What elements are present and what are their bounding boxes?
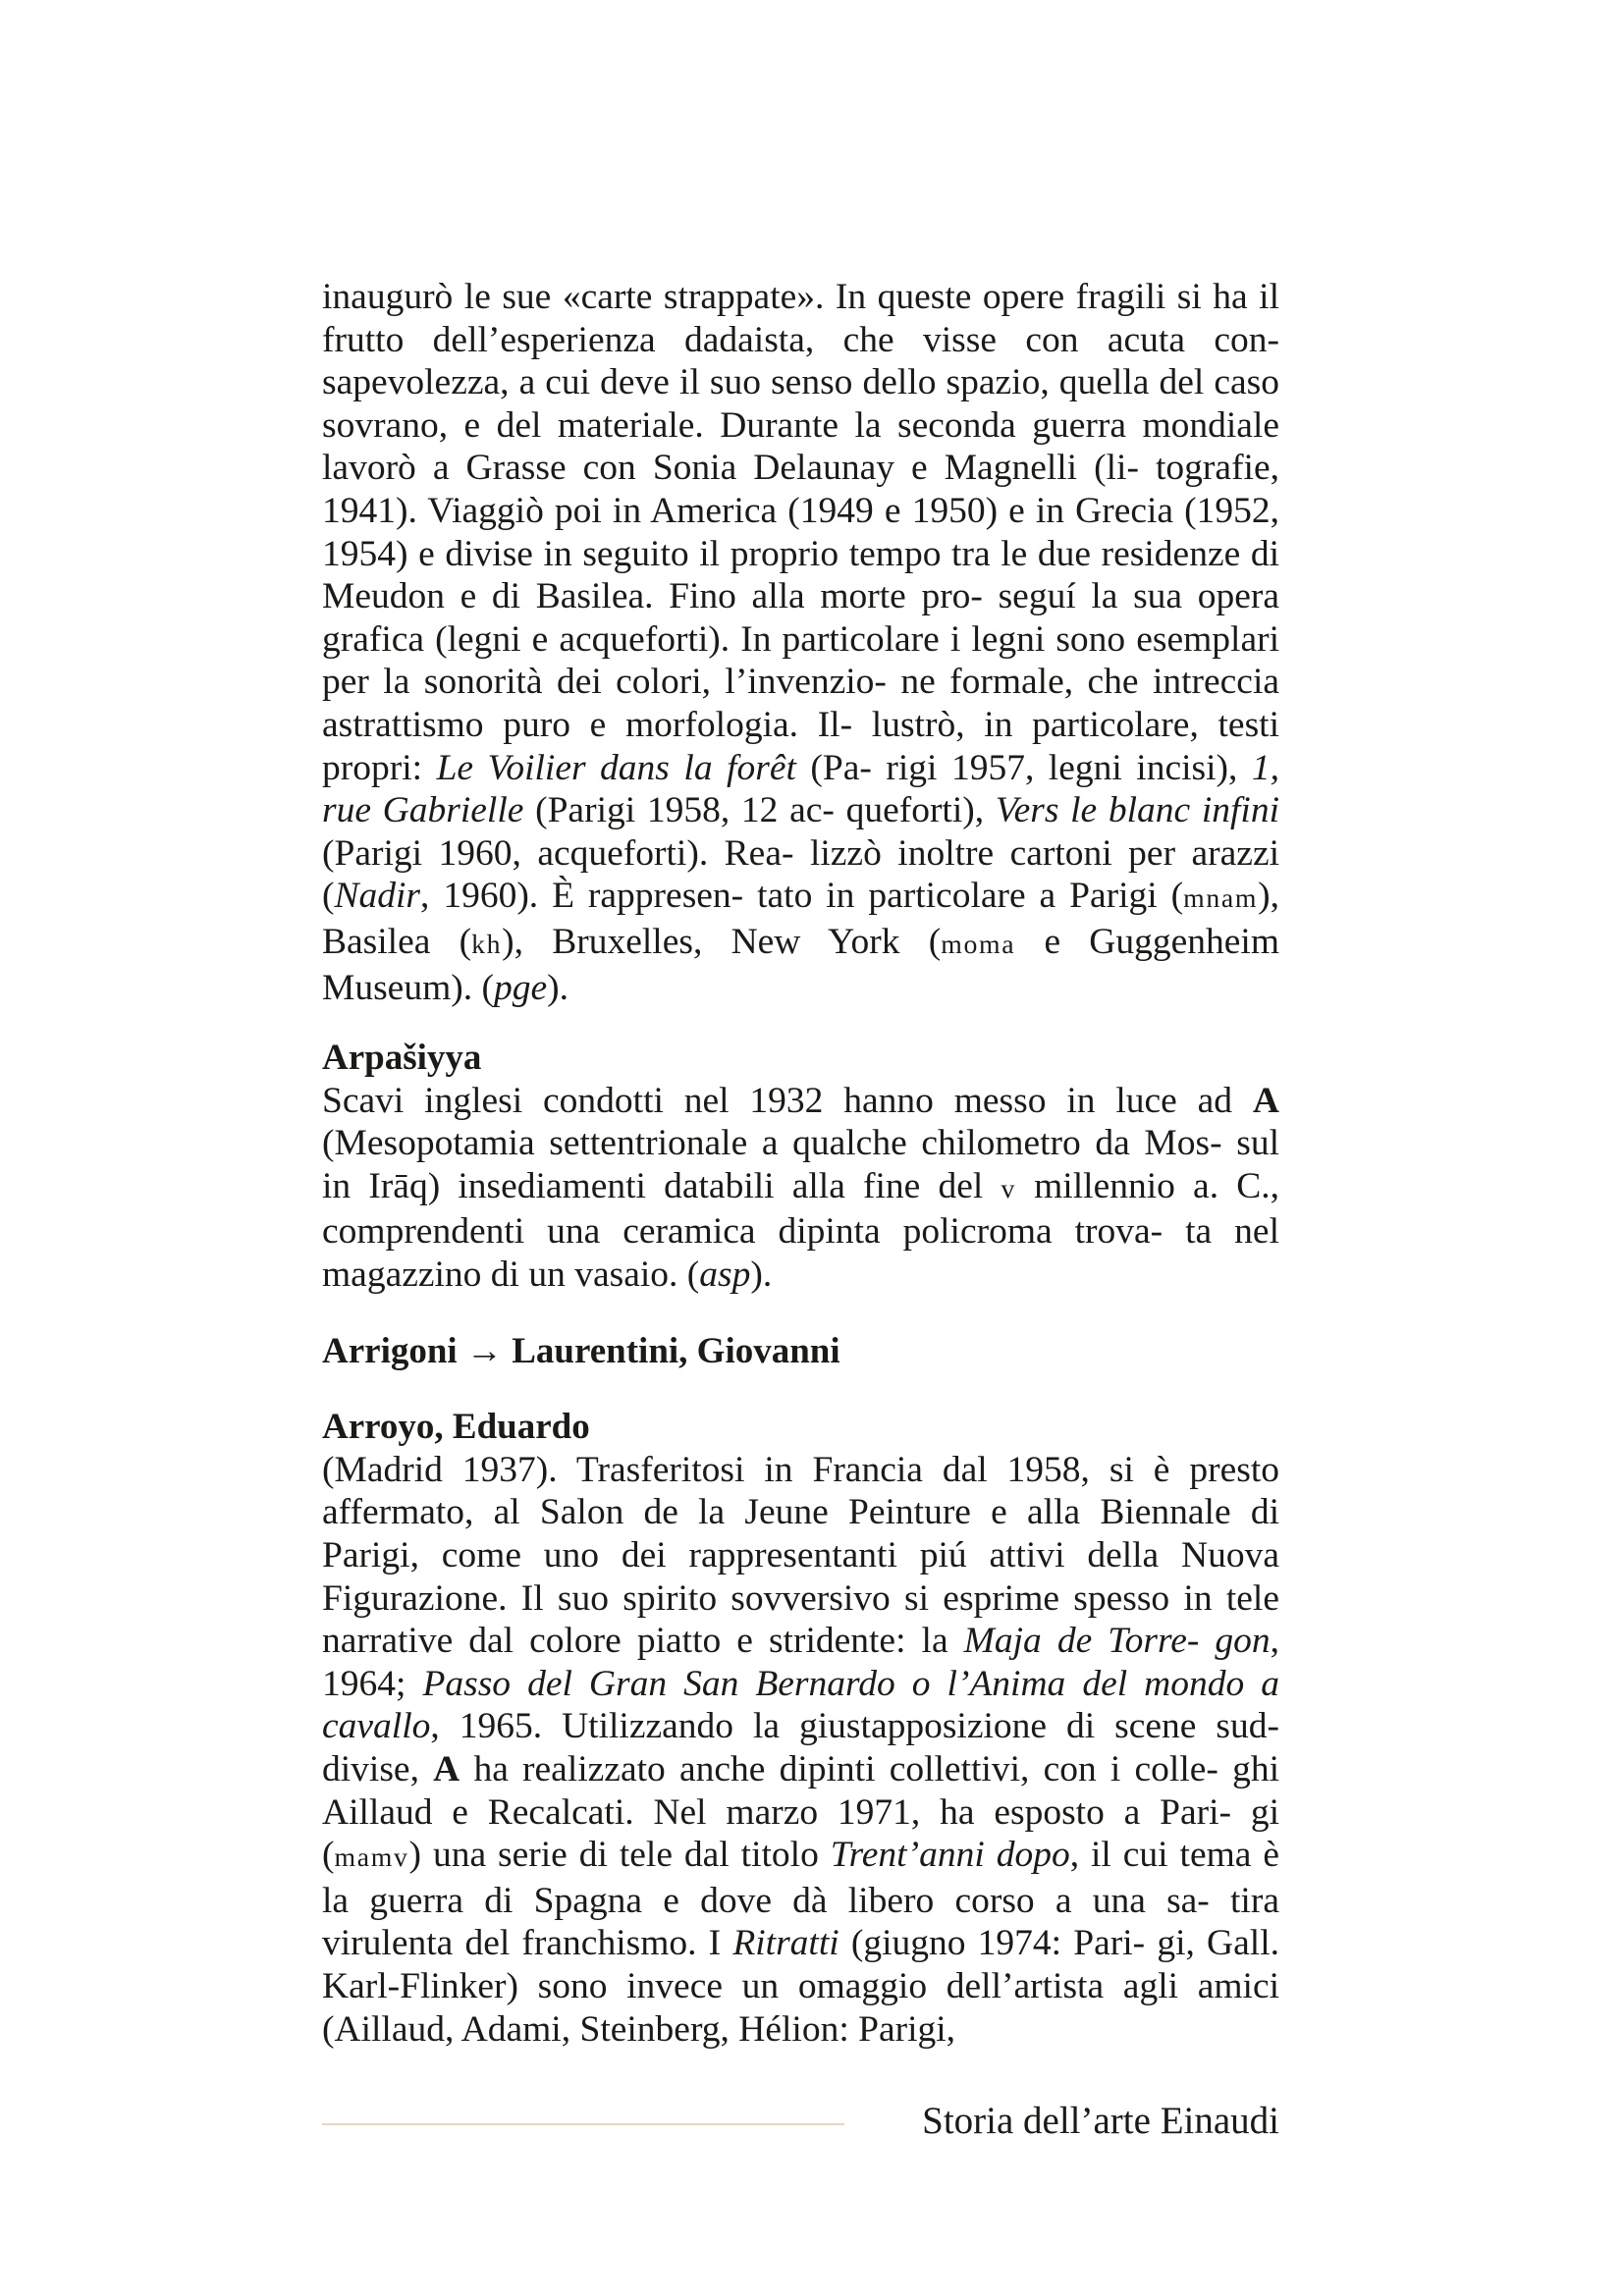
museum-abbrev: moma bbox=[941, 929, 1016, 960]
work-title: Maja de Torre- bbox=[963, 1621, 1200, 1662]
entry-arp-continuation: inaugurò le sue «carte strappate». In queste opere fragili si ha il frutto dell’esperienza dadaista, che visse con acuta con- sapevolezza, a cui deve il suo senso dello spazio, quella del caso sovrano, e del materiale. Durante la seconda guerra mondiale lavorò a Grasse con Sonia Delaunay e Magnelli (li- tografie, 1941). Viaggiò poi in America (1949 e 1950) e in Grecia (1952, 1954) e divise in seguito il proprio tempo tra le due residenze di Meudon e di Basilea. Fino alla morte pro- seguí la sua opera grafica (legni e acqueforti). In particolare i legni sono esemplari per la sonorità dei colori, l’invenzio- ne formale, che intreccia astrattismo puro e morfologia. Il- lustrò, in particolare, testi propri: Le Voilier dans la forêt (Pa- rigi 1957, legni incisi), 1, rue Gabrielle (Parigi 1958, 12 ac- queforti), Vers le blanc infini (Parigi 1960, acqueforti). Rea- lizzò inoltre cartoni per arazzi (Nadir, 1960). È rappresen- tato in particolare a Parigi (mnam), Basilea (kh), Bruxelles, New York (moma e Guggenheim Museum). (pge). bbox=[322, 277, 1280, 1008]
work-title: Passo del Gran San Bernardo o l’Anima del mondo bbox=[422, 1663, 1245, 1704]
footer-rule bbox=[322, 2123, 844, 2125]
footer-publication-title: Storia dell’arte Einaudi bbox=[922, 2100, 1279, 2142]
work-title: a cavallo bbox=[322, 1663, 1280, 1747]
document-body bbox=[322, 276, 1279, 2051]
work-title: Le Voilier dans la forêt bbox=[436, 747, 796, 788]
museum-abbrev: mamv bbox=[334, 1842, 409, 1874]
cross-reference-arrow-icon: → bbox=[465, 1330, 503, 1371]
work-title: Vers le blanc infini bbox=[995, 790, 1280, 831]
entry-arroyo-text: (Madrid 1937). Trasferitosi in Francia dal 1958, si è presto affermato, al Salon de la Jeune Peinture e alla Biennale di Parigi, come uno dei rappresentanti piú attivi della Nuova Figurazione. Il suo spirito sovversivo si esprime spesso in tele narrative dal colore piatto e stridente: la Maja de Torre- gon, 1964; Passo del Gran San Bernardo o l’Anima del mondo a cavallo, 1965. Utilizzando la giustapposizione di scene sud- divise, A ha realizzato anche dipinti collettivi, con i colle- ghi Aillaud e Recalcati. Nel marzo 1971, ha esposto a Pari- gi (mamv) una serie di tele dal titolo Trent’anni dopo, il cui tema è la guerra di Spagna e dove dà libero corso a una sa- tira virulenta del franchismo. I Ritratti (giugno 1974: Pari- gi, Gall. Karl-Flinker) sono invece un omaggio dell’artista agli amici (Aillaud, Adami, Steinberg, Hélion: Parigi, bbox=[322, 1449, 1280, 2050]
work-title: Ritratti bbox=[732, 1923, 839, 1964]
author-initials: asp bbox=[699, 1255, 751, 1296]
author-initials: pge bbox=[493, 967, 548, 1008]
page-footer bbox=[322, 2099, 1279, 2144]
entry-title-arpasiyya: Arpašiyya bbox=[322, 1038, 482, 1079]
museum-abbrev: mnam bbox=[1183, 883, 1259, 915]
entry-arpasiyya-text: Scavi inglesi condotti nel 1932 hanno messo in luce ad A (Mesopotamia settentrionale a qualche chilometro da Mos- sul in Irāq) insediamenti databili alla fine del v millennio a. C., comprendenti una ceramica dipinta policroma trova- ta nel magazzino di un vasaio. (asp). bbox=[322, 1080, 1280, 1296]
work-title: 1, rue Gabrielle bbox=[322, 747, 1280, 831]
entry-title-arrigoni: Arrigoni → Laurentini, Giovanni bbox=[322, 1330, 840, 1371]
work-title: gon bbox=[1215, 1621, 1271, 1662]
work-title: Nadir bbox=[334, 876, 421, 917]
entry-title-arroyo: Arroyo, Eduardo bbox=[322, 1407, 590, 1448]
work-title: Trent’anni dopo bbox=[830, 1835, 1070, 1876]
museum-abbrev: kh bbox=[471, 929, 503, 960]
